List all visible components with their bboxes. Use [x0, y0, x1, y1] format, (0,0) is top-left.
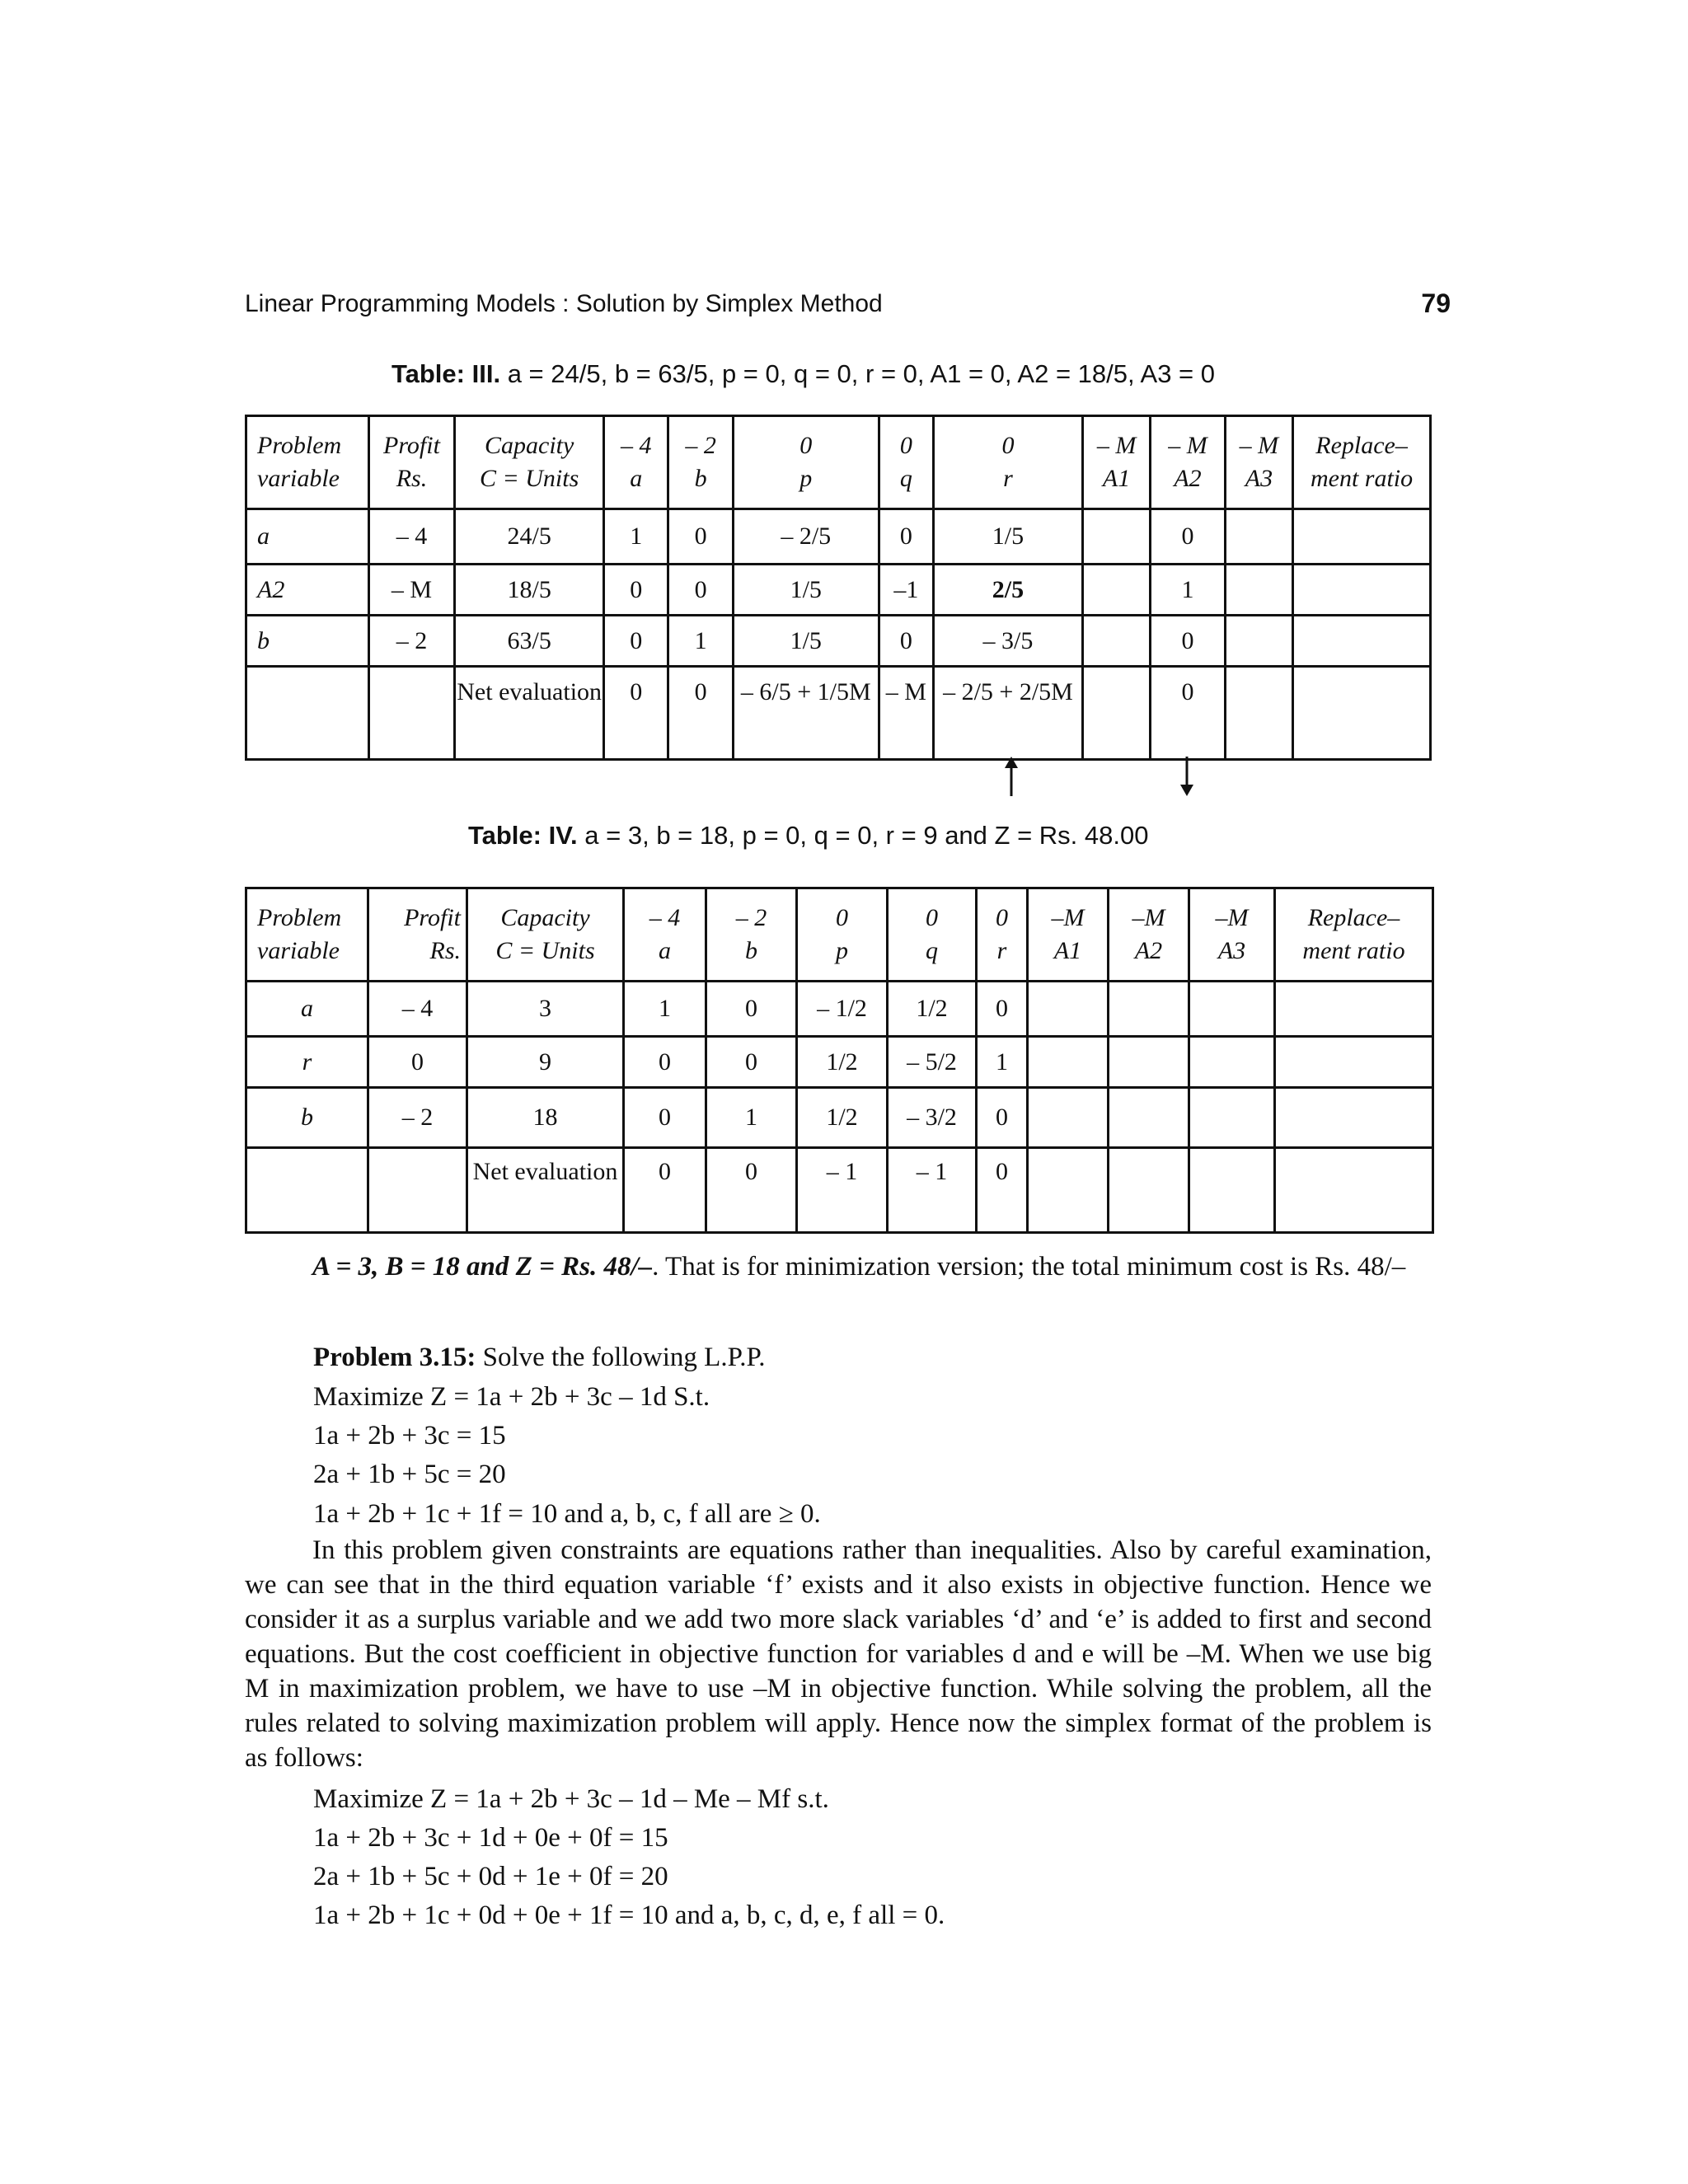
formatted-objective: Maximize Z = 1a + 2b + 3c – 1d – Me – Mf s.t. [313, 1784, 829, 1814]
table-row [246, 565, 1431, 616]
table-cell: 63/5 [455, 616, 604, 667]
simplex-table-3 [245, 415, 1432, 761]
table4-header-cell: 0 p [797, 888, 888, 982]
table-cell: –1 [879, 565, 933, 616]
table-cell: 1 [604, 509, 668, 565]
table3-caption-label: Table: III. [392, 359, 501, 388]
table-cell: – 2/5 [733, 509, 879, 565]
table-cell: 0 [624, 1037, 706, 1088]
table-cell: Net evaluation [455, 667, 604, 760]
table-cell: – 2/5 + 2/5M [934, 667, 1083, 760]
table-cell: 0 [624, 1088, 706, 1148]
page-number: 79 [1421, 288, 1451, 318]
table4-header-cell: –M A1 [1028, 888, 1109, 982]
table-cell: – 5/2 [888, 1037, 977, 1088]
problem-objective: Maximize Z = 1a + 2b + 3c – 1d S.t. [313, 1382, 710, 1412]
table-cell: 18/5 [455, 565, 604, 616]
table-cell: 1/2 [797, 1037, 888, 1088]
simplex-table-4 [245, 887, 1434, 1234]
table3-header-cell: – M A3 [1225, 416, 1292, 509]
table3-header-cell: – M A2 [1151, 416, 1225, 509]
table-cell [1109, 1037, 1189, 1088]
table3-header-row [246, 416, 1431, 509]
table-cell: – 1/2 [797, 982, 888, 1037]
table-cell [368, 1148, 467, 1233]
table-cell [1028, 982, 1109, 1037]
formatted-constraint-line: 2a + 1b + 5c + 0d + 1e + 0f = 20 [313, 1862, 668, 1891]
table-cell: – 3/2 [888, 1088, 977, 1148]
table3-caption-text: a = 24/5, b = 63/5, p = 0, q = 0, r = 0, A1 = 0, A2 = 18/5, A3 = 0 [507, 359, 1216, 388]
constraint-line: 1a + 2b + 3c = 15 [313, 1421, 506, 1451]
table-row [246, 616, 1431, 667]
table-cell [1082, 667, 1150, 760]
table-cell [246, 667, 369, 760]
table-cell: 0 [1151, 616, 1225, 667]
table-cell: 3 [467, 982, 624, 1037]
table-row [246, 1088, 1433, 1148]
table-cell: a [246, 509, 369, 565]
table-cell [1225, 616, 1292, 667]
table-cell [1275, 1148, 1433, 1233]
table4-header-cell: Replace– ment ratio [1275, 888, 1433, 982]
table-cell [1225, 509, 1292, 565]
table-cell: 0 [977, 1088, 1028, 1148]
table-cell: 0 [668, 565, 733, 616]
table3-header-cell: – 2 b [668, 416, 733, 509]
table-cell: – 1 [797, 1148, 888, 1233]
table4-header-cell: Problem variable [246, 888, 368, 982]
table4-caption [468, 821, 1148, 851]
table3-header-cell: Replace– ment ratio [1293, 416, 1431, 509]
table-cell: – 2 [368, 1088, 467, 1148]
table3-header-cell: 0 q [879, 416, 933, 509]
table-cell: 0 [668, 509, 733, 565]
table-cell: – M [368, 565, 455, 616]
table3-header-cell: – 4 a [604, 416, 668, 509]
table-cell: 0 [977, 1148, 1028, 1233]
table-row [246, 509, 1431, 565]
constraint-line: 1a + 2b + 1c + 1f = 10 and a, b, c, f all are ≥ 0. [313, 1499, 821, 1529]
table-cell [1028, 1037, 1109, 1088]
result-statement [245, 1249, 1432, 1284]
table4-header-row [246, 888, 1433, 982]
table-cell [1189, 982, 1275, 1037]
table-cell [1082, 616, 1150, 667]
result-bold: A = 3, B = 18 and Z = Rs. 48/– [312, 1252, 653, 1282]
table-cell: Net evaluation [467, 1148, 624, 1233]
table-cell [1293, 616, 1431, 667]
explanation-paragraph: In this problem given constraints are equations rather than inequalities. Also by careful examination, we can see that in the third equation variable ‘f’ exists and it also exists in objective function. Hence we consider it as a surplus variable and we add two more slack variables ‘d’ and ‘e’ is added to first and second equations. But the cost coefficient in objective function for variables d and e will be –M. When we use big M in maximization problem, we have to use –M in objective function. While solving the problem, all the rules related to solving maximization problem will apply. Hence now the simplex format of the problem is as follows: [245, 1535, 1432, 1773]
table-cell: 1/2 [888, 982, 977, 1037]
table4-caption-label: Table: IV. [468, 821, 578, 850]
table-row [246, 982, 1433, 1037]
table-cell [1082, 565, 1150, 616]
table4-caption-text: a = 3, b = 18, p = 0, q = 0, r = 9 and Z = Rs. 48.00 [584, 821, 1149, 850]
table3-header-cell: Profit Rs. [368, 416, 455, 509]
table-cell: 0 [1151, 509, 1225, 565]
table-cell: 1 [1151, 565, 1225, 616]
table4-header-cell: – 2 b [706, 888, 797, 982]
table-cell: 0 [604, 565, 668, 616]
table-cell [1275, 1037, 1433, 1088]
table-cell: 0 [706, 1148, 797, 1233]
table4-header-cell: –M A2 [1109, 888, 1189, 982]
table-cell: – 2 [368, 616, 455, 667]
table-cell: 1 [977, 1037, 1028, 1088]
table-cell [1082, 509, 1150, 565]
table-cell [1275, 1088, 1433, 1148]
table3-header-cell: 0 r [934, 416, 1083, 509]
table3-header-cell: – M A1 [1082, 416, 1150, 509]
table-row-net-evaluation [246, 1148, 1433, 1233]
table4-header-cell: Capacity C = Units [467, 888, 624, 982]
table-cell: 0 [977, 982, 1028, 1037]
table-cell: 1 [668, 616, 733, 667]
table-cell: – 4 [368, 982, 467, 1037]
table-cell [1293, 509, 1431, 565]
table-cell [1109, 1088, 1189, 1148]
table-cell: 0 [706, 1037, 797, 1088]
table-cell: 1 [624, 982, 706, 1037]
table-cell: 0 [368, 1037, 467, 1088]
problem-label: Problem 3.15: [313, 1343, 476, 1372]
table-cell [1189, 1088, 1275, 1148]
table3-header-cell: 0 p [733, 416, 879, 509]
table-cell: – 4 [368, 509, 455, 565]
table4-header-cell: – 4 a [624, 888, 706, 982]
table-cell: 0 [706, 982, 797, 1037]
table-cell: – 1 [888, 1148, 977, 1233]
formatted-constraint-line: 1a + 2b + 3c + 1d + 0e + 0f = 15 [313, 1823, 668, 1853]
table-cell: 1/5 [934, 509, 1083, 565]
table-cell: 0 [624, 1148, 706, 1233]
table-cell: b [246, 616, 369, 667]
table-cell [1109, 1148, 1189, 1233]
table-cell [1028, 1148, 1109, 1233]
table-cell: 0 [879, 509, 933, 565]
table-cell: 18 [467, 1088, 624, 1148]
table4-header-cell: –M A3 [1189, 888, 1275, 982]
table-cell: 0 [668, 667, 733, 760]
table-cell: a [246, 982, 368, 1037]
table3-header-cell: Capacity C = Units [455, 416, 604, 509]
constraint-line: 2a + 1b + 5c = 20 [313, 1460, 506, 1489]
table-cell [1293, 565, 1431, 616]
table-cell: – 6/5 + 1/5M [733, 667, 879, 760]
table4-header-cell: 0 r [977, 888, 1028, 982]
table-row-net-evaluation [246, 667, 1431, 760]
problem-statement: Solve the following L.P.P. [482, 1343, 766, 1372]
leaving-variable-arrow-icon [1177, 757, 1197, 798]
running-header-title: Linear Programming Models : Solution by Simplex Method [245, 290, 883, 317]
entering-variable-arrow-icon [1001, 757, 1021, 798]
table-cell [1293, 667, 1431, 760]
table3-caption [392, 359, 1215, 389]
table-cell: r [246, 1037, 368, 1088]
pivot-element: 2/5 [934, 565, 1083, 616]
table-cell [1275, 982, 1433, 1037]
table-cell [1189, 1037, 1275, 1088]
table-cell: 0 [604, 667, 668, 760]
table-cell: 1/5 [733, 565, 879, 616]
table4-header-cell: Profit Rs. [368, 888, 467, 982]
table-cell [1225, 667, 1292, 760]
table-cell: 0 [1151, 667, 1225, 760]
table-cell: b [246, 1088, 368, 1148]
table4-header-cell: 0 q [888, 888, 977, 982]
formatted-constraint-line: 1a + 2b + 1c + 0d + 0e + 1f = 10 and a, b, c, d, e, f all = 0. [313, 1900, 945, 1930]
table-cell: 1/5 [733, 616, 879, 667]
table-cell [368, 667, 455, 760]
table-cell: 1 [706, 1088, 797, 1148]
table-row [246, 1037, 1433, 1088]
result-rest: . That is for minimization version; the total minimum cost is Rs. 48/– [652, 1252, 1406, 1282]
table-cell: A2 [246, 565, 369, 616]
table-cell: 1/2 [797, 1088, 888, 1148]
table3-header-cell: Problem variable [246, 416, 369, 509]
table-cell [1225, 565, 1292, 616]
table-cell: 0 [604, 616, 668, 667]
table-cell [1189, 1148, 1275, 1233]
table-cell [246, 1148, 368, 1233]
table-cell: – 3/5 [934, 616, 1083, 667]
table-cell: 0 [879, 616, 933, 667]
table-cell: 24/5 [455, 509, 604, 565]
table-cell [1109, 982, 1189, 1037]
table-cell [1028, 1088, 1109, 1148]
table-cell: 9 [467, 1037, 624, 1088]
problem-heading [313, 1340, 765, 1375]
table-cell: – M [879, 667, 933, 760]
